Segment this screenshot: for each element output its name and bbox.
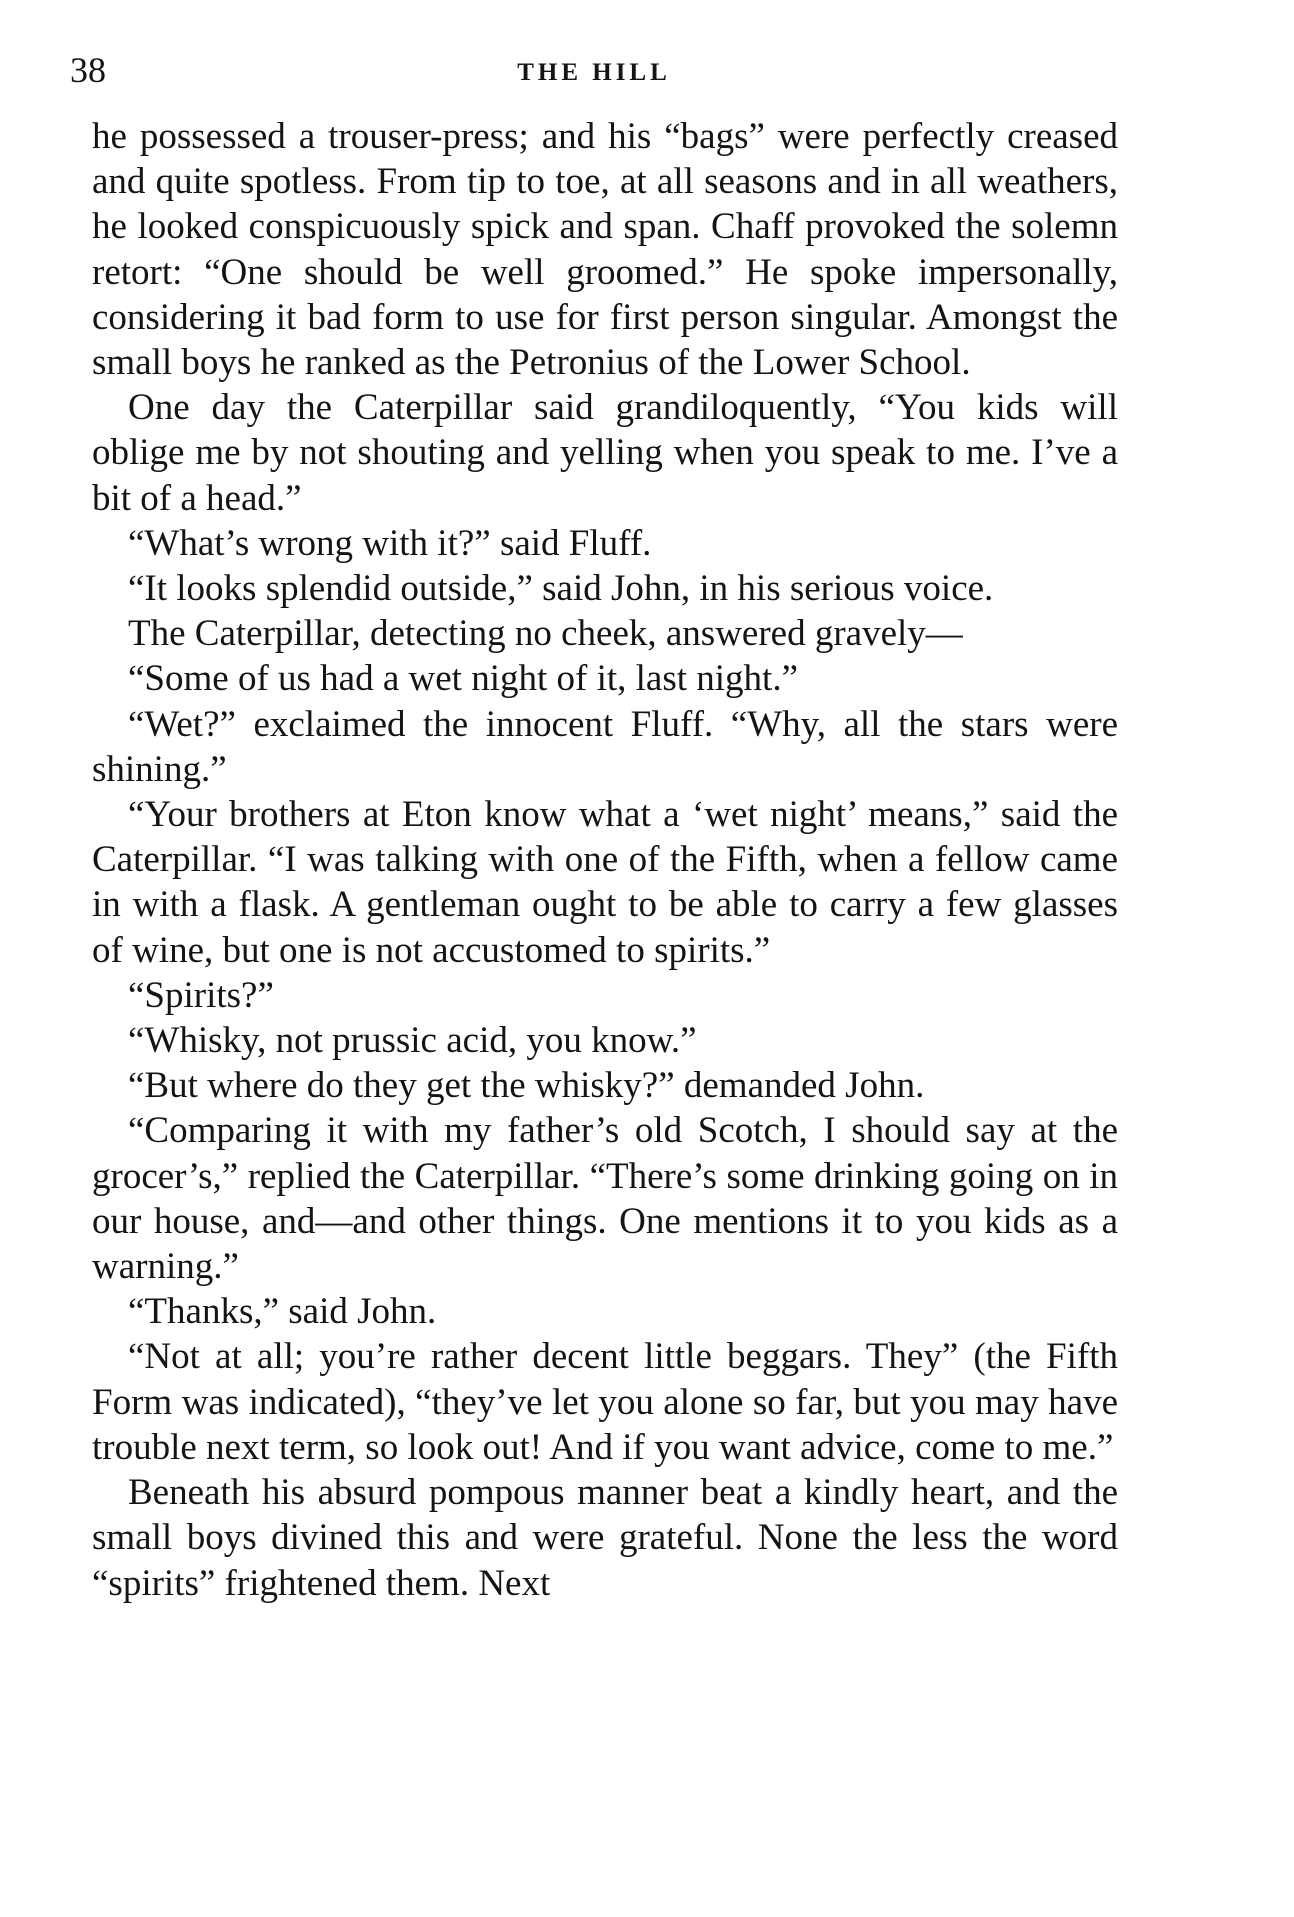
paragraph: One day the Caterpillar said grandiloquently, “You kids will oblige me by not shouting and yelling when you speak to me. I’ve a bit of a head.”: [92, 387, 1118, 519]
paragraph: The Caterpillar, detecting no cheek, answered gravely—: [128, 613, 963, 655]
paragraph: he possessed a trouser-press; and his “bags” were perfectly creased and quite spotless. From tip to toe, at all seasons and in all weathers, he looked conspicuously spick and span. Chaff provoked the solemn retort: “One should be well groomed.” He spoke impersonally, considering it bad form to use for first person singular. Amongst the small boys he ranked as the Petronius of the Lower School.: [92, 116, 1118, 384]
paragraph: “Wet?” exclaimed the innocent Fluff. “Why, all the stars were shining.”: [92, 703, 1118, 790]
paragraph: “What’s wrong with it?” said Fluff.: [128, 522, 652, 564]
page-number: 38: [70, 50, 106, 90]
paragraph: “But where do they get the whisky?” demanded John.: [128, 1065, 925, 1107]
paragraph: “Your brothers at Eton know what a ‘wet night’ means,” said the Caterpillar. “I was talking with one of the Fifth, when a fellow came in with a flask. A gentleman ought to be able to carry a few glasses of wine, but one is not accustomed to spirits.”: [92, 794, 1118, 971]
body-text: [92, 114, 1118, 1606]
paragraph: “Whisky, not prussic acid, you know.”: [128, 1020, 697, 1062]
paragraph: “Not at all; you’re rather decent little beggars. They” (the Fifth Form was indicated), “they’ve let you alone so far, but you may have trouble next term, so look out! And if you want advice, come to me.”: [92, 1336, 1118, 1468]
paragraph: “It looks splendid outside,” said John, in his serious voice.: [128, 568, 994, 610]
running-head: [70, 44, 1118, 100]
paragraph: “Spirits?”: [128, 974, 274, 1016]
running-title: THE HILL: [517, 59, 671, 86]
paragraph: Beneath his absurd pompous manner beat a kindly heart, and the small boys divined this and were grateful. None the less the word “spirits” frightened them. Next: [92, 1472, 1118, 1604]
paragraph: “Thanks,” said John.: [128, 1291, 437, 1333]
paragraph: “Some of us had a wet night of it, last night.”: [128, 658, 798, 700]
paragraph: “Comparing it with my father’s old Scotch, I should say at the grocer’s,” replied the Caterpillar. “There’s some drinking going on in our house, and—and other things. One mentions it to you kids as a warning.”: [92, 1110, 1118, 1288]
